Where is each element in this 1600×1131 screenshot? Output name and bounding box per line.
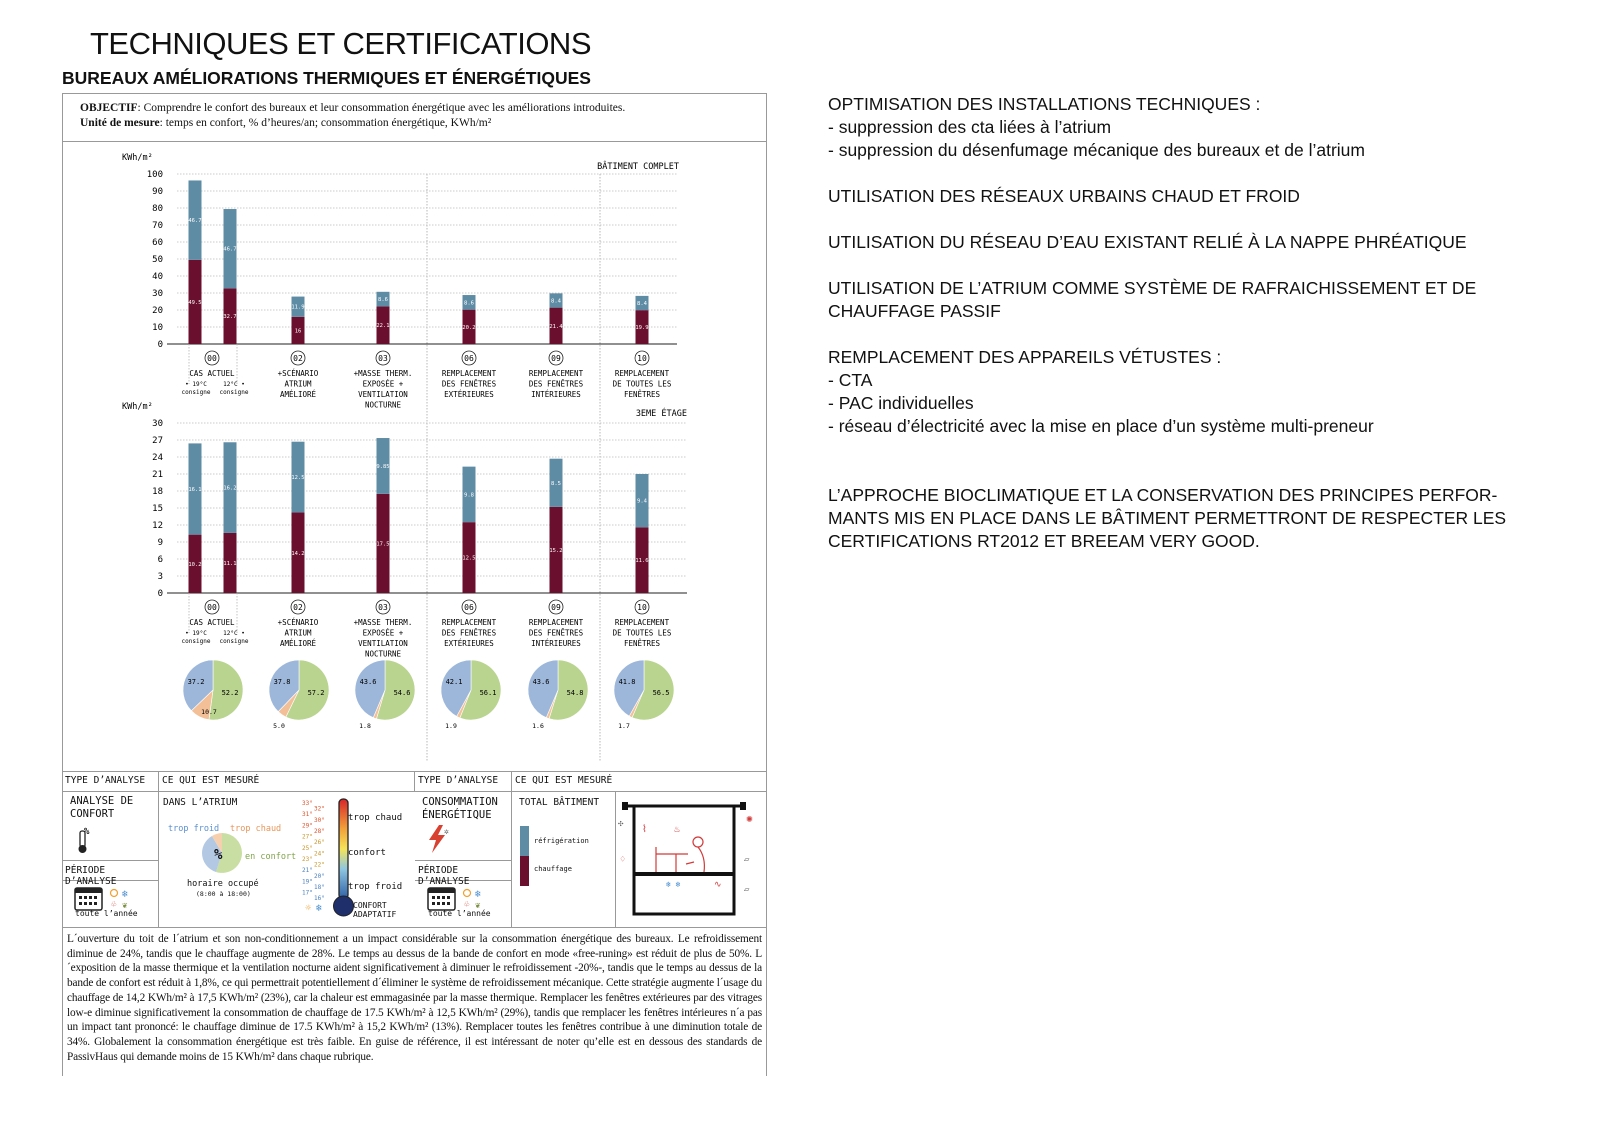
- scenario-label: DES FENÊTRES: [441, 628, 497, 638]
- scenario-label: CAS ACTUEL: [189, 618, 235, 627]
- scenario-label: DES FENÊTRES: [528, 628, 584, 638]
- y-tick-label: 21: [152, 470, 163, 480]
- scenario-label: VENTILATION: [358, 639, 408, 648]
- scenario-label: ATRIUM: [284, 628, 312, 638]
- right-text-line: OPTIMISATION DES INSTALLATIONS TECHNIQUES :: [828, 94, 1261, 114]
- scenario-label: REMPLACEMENT: [614, 618, 670, 627]
- analysis-paragraph: L´ouverture du toit de l´atrium et son non-conditionnement a un impact considérable sur la consommation énergétique des bureaux. Le refroidissement diminue de 24%, tandis que le chauffage augmente de 28%. Le temps au dessus de la bande de confort en mode «free-runing» est réduit de plus de 50%. L´exposition de la masse thermique et la ventilation nocturne aident significativement à diminuer le refroidissement -20%-, tandis que le temps au dessus de la bande de confort est réduit à 1,8%, ce qui permettrait potentiellement d´éliminer le système de refroidissement mécanique. Cette stratégie augmente l´usage du chauffage de 14,2 KWh/m² à 17,5 KWh/m² (23%), car la chaleur est emmagasinée par la masse thermique. Remplacer les fenêtres extérieures par des vitrages low-e diminue significativement la consommation de chauffage de 17.5 KWh/m² à 12,5 KWh/m² (29%), tandis que remplacer les fenêtres intérieures n´a pas un impact tant prononcé: le chauffage diminue de 17.5 KWh/m² à 15,2 KWh/m² (13%). Remplacer toutes les fenêtres contribue à une diminution totale de 34%. Globalement la consommation énergétique est très faible. En guise de référence, il est intéressant de noter qu’elle est en dessous des standards de PassivHaus qui demande moins de 15 KWh/m² dans chaque rubrique.: [67, 933, 762, 1063]
- trop-froid-label: trop froid: [168, 824, 220, 834]
- pie-label-confort: 54.8: [566, 689, 584, 697]
- right-text-line: [828, 461, 1506, 484]
- scenario-label: REMPLACEMENT: [441, 369, 497, 378]
- right-text-line: [828, 254, 1506, 277]
- temp-tick: 21°: [302, 867, 313, 875]
- thermo-froid-label: trop froid: [348, 882, 403, 892]
- bar-label-chauffage: 15.2: [549, 547, 563, 554]
- right-text-line: - CTA: [828, 370, 873, 390]
- horaire-sub-label: (8:00 à 18:00): [196, 890, 251, 898]
- right-text-line: CHAUFFAGE PASSIF: [828, 301, 1001, 321]
- y-tick-label: 24: [152, 453, 163, 463]
- scenario-label: INTÉRIEURES: [531, 639, 581, 648]
- right-text-line: [828, 323, 1506, 346]
- right-text-line: UTILISATION DES RÉSEAUX URBAINS CHAUD ET FROID: [828, 186, 1300, 206]
- scenario-label: EXPOSÉE +: [362, 379, 404, 389]
- calendar-icon: [62, 881, 159, 928]
- svg-text:❄: ❄: [475, 889, 482, 900]
- consigne-label: consigne: [181, 389, 211, 396]
- consigne-temp: 12°C •: [223, 630, 245, 637]
- bar-label-chauffage: 21.4: [549, 323, 563, 330]
- right-text-line: UTILISATION DU RÉSEAU D’EAU EXISTANT RELIÉ À LA NAPPE PHRÉATIQUE: [828, 232, 1467, 252]
- scenario-label: INTÉRIEURES: [531, 390, 581, 399]
- svg-text:⌇: ⌇: [642, 824, 647, 835]
- svg-text:♢: ♢: [620, 855, 626, 865]
- refrigeration-swatch: [520, 826, 529, 856]
- pie-label-froid: 42.1: [445, 678, 463, 686]
- periode-label-2: PÉRIODE D’ANALYSE: [415, 860, 512, 881]
- pie-label-chaud: 1.7: [618, 722, 630, 730]
- bar-label-refrigeration: 8.4: [637, 301, 647, 308]
- y-tick-label: 10: [152, 323, 163, 333]
- legend-type-header: TYPE D’ANALYSE: [62, 771, 159, 792]
- right-text-line: REMPLACEMENT DES APPAREILS VÉTUSTES :: [828, 347, 1222, 367]
- scenario-label: EXTÉRIEURES: [444, 639, 494, 648]
- legend-pie: [200, 831, 244, 875]
- right-text-line: [828, 208, 1506, 231]
- pie-label-froid: 37.2: [187, 678, 205, 686]
- bar-label-chauffage: 32.7: [223, 314, 237, 321]
- right-text-line: UTILISATION DE L’ATRIUM COMME SYSTÈME DE RAFRAICHISSEMENT ET DE: [828, 278, 1477, 298]
- thermo-confort-label: confort: [348, 848, 386, 858]
- thermo-tube: [339, 799, 348, 899]
- bar-label-chauffage: 11.6: [635, 558, 649, 565]
- pie-label-confort: 52.2: [221, 689, 239, 697]
- pie-label-confort: 54.6: [393, 689, 411, 697]
- snowflake-icon: ❄: [316, 903, 323, 914]
- consigne-label: consigne: [219, 389, 249, 396]
- svg-text:❄ ❄: ❄ ❄: [666, 880, 681, 889]
- toute-annee-label: toute l’année: [75, 909, 138, 918]
- y-tick-label: 100: [146, 170, 163, 180]
- total-batiment-label: TOTAL BÂTIMENT: [519, 797, 600, 808]
- y-tick-label: 12: [152, 521, 163, 531]
- y-tick-label: 18: [152, 487, 163, 497]
- chauffage-swatch: [520, 856, 529, 886]
- periode-label: PÉRIODE D’ANALYSE: [62, 860, 159, 881]
- periode-cell-2: [415, 881, 512, 928]
- bar-label-chauffage: 10.2: [188, 561, 202, 568]
- scenario-label: EXPOSÉE +: [362, 628, 404, 638]
- bar-label-chauffage: 22.1: [376, 323, 390, 330]
- scenario-label: +SCÉNARIO: [277, 369, 319, 378]
- pie-label-chaud: 1.6: [532, 722, 544, 730]
- bar-label-chauffage: 14.2: [291, 550, 305, 557]
- y-tick-label: 90: [152, 187, 163, 197]
- pie-label-confort: 56.5: [652, 689, 670, 697]
- charts-svg: [62, 142, 767, 772]
- y-tick-label: 80: [152, 204, 163, 214]
- pie-label-chaud: 1.9: [445, 722, 457, 730]
- svg-text:✺: ✺: [746, 812, 753, 825]
- pie-label-chaud: 1.8: [359, 722, 371, 730]
- y-axis-label: KWh/m²: [122, 153, 153, 163]
- page-subtitle: BUREAUX AMÉLIORATIONS THERMIQUES ET ÉNERGÉTIQUES: [62, 68, 591, 88]
- y-tick-label: 27: [152, 436, 163, 446]
- scenario-label: FENÊTRES: [623, 639, 661, 648]
- scenario-label: DE TOUTES LES: [612, 379, 672, 389]
- svg-text:♧: ♧: [464, 900, 470, 910]
- objective-block: [80, 101, 625, 131]
- temp-tick: 19°: [302, 878, 313, 886]
- svg-text:▱: ▱: [744, 855, 750, 865]
- bar-label-refrigeration: 9.85: [376, 463, 390, 470]
- temp-tick: 27°: [302, 833, 313, 841]
- thermo-bulb: [334, 896, 354, 916]
- objective-label: OBJECTIF: [80, 102, 138, 114]
- scenario-label: REMPLACEMENT: [528, 369, 584, 378]
- scenario-label: DES FENÊTRES: [528, 379, 584, 389]
- pie-label-confort: 57.2: [307, 689, 325, 697]
- bar-label-refrigeration: 46.7: [188, 218, 202, 225]
- bar-label-refrigeration: 16.2: [223, 485, 237, 492]
- svg-text:%: %: [214, 847, 223, 863]
- y-tick-label: 50: [152, 255, 163, 265]
- scenario-label: VENTILATION: [358, 390, 408, 399]
- chart-title: 3EME ÉTAGE: [635, 409, 687, 419]
- bar-label-chauffage: 19.9: [635, 325, 649, 332]
- svg-text:♨: ♨: [674, 824, 681, 835]
- unit-text: : temps en confort, % d’heures/an; consommation énergétique, KWh/m²: [159, 117, 492, 129]
- temp-tick: 16°: [314, 895, 325, 903]
- temp-tick: 29°: [302, 822, 313, 830]
- y-tick-label: 30: [152, 289, 163, 299]
- svg-text:❦: ❦: [475, 901, 481, 911]
- scenario-number: 10: [637, 354, 647, 363]
- right-text-line: MANTS MIS EN PLACE DANS LE BÂTIMENT PERMETTRONT DE RESPECTER LES: [828, 508, 1507, 528]
- svg-text:✣: ✣: [618, 819, 624, 829]
- temp-tick: 18°: [314, 884, 325, 891]
- scenario-label: +MASSE THERM.: [353, 618, 413, 627]
- dans-atrium-label: DANS L’ATRIUM: [163, 797, 238, 808]
- scenario-label: REMPLACEMENT: [441, 618, 497, 627]
- svg-text:✲: ✲: [444, 827, 449, 836]
- right-text-line: CERTIFICATIONS RT2012 ET BREEAM VERY GOOD.: [828, 531, 1260, 551]
- y-tick-label: 15: [152, 504, 163, 514]
- scenario-label: REMPLACEMENT: [528, 618, 584, 627]
- legend-table: [62, 771, 767, 928]
- y-tick-label: 20: [152, 306, 163, 316]
- bar-label-chauffage: 49.5: [188, 299, 202, 306]
- y-tick-label: 70: [152, 221, 163, 231]
- bar-label-refrigeration: 9.8: [464, 492, 474, 499]
- bar-label-chauffage: 16: [294, 328, 302, 335]
- toute-annee-label-2: toute l’année: [428, 909, 491, 918]
- calendar-icon-2: [415, 881, 512, 928]
- pie-label-confort: 56.1: [479, 689, 497, 697]
- scenario-label: AMÉLIORÉ: [279, 639, 317, 648]
- legend-type-header-2: TYPE D’ANALYSE: [415, 771, 512, 792]
- temp-tick: 25°: [302, 844, 313, 852]
- chart-title: BÂTIMENT COMPLET: [597, 162, 679, 172]
- consigne-label: consigne: [219, 638, 249, 645]
- bar-label-refrigeration: 8.5: [551, 480, 561, 487]
- bar-label-refrigeration: 12.5: [291, 475, 305, 482]
- consigne-temp: • 19°C: [185, 630, 207, 637]
- y-tick-label: 3: [157, 572, 163, 582]
- temp-tick: 32°: [314, 805, 325, 813]
- consommation-label: CONSOMMATION ÉNERGÉTIQUE: [415, 792, 512, 860]
- right-text-line: - réseau d’électricité avec la mise en place d’un système multi-preneur: [828, 416, 1374, 436]
- pie-label-froid: 37.8: [273, 678, 291, 686]
- temp-tick: 31°: [302, 811, 313, 819]
- bar-label-refrigeration: 8.6: [464, 300, 474, 307]
- scenario-number: 02: [293, 603, 303, 612]
- scenario-label: EXTÉRIEURES: [444, 390, 494, 399]
- scenario-label: +MASSE THERM.: [353, 369, 413, 378]
- temp-tick: 30°: [314, 816, 325, 824]
- unit-label: Unité de mesure: [80, 117, 160, 129]
- en-confort-label: en confort: [245, 852, 297, 862]
- sun-icon: ☼: [305, 903, 312, 914]
- scenario-number: 03: [378, 603, 388, 612]
- scenario-label: AMÉLIORÉ: [279, 390, 317, 399]
- scenario-number: 02: [293, 354, 303, 363]
- consigne-temp: 12°C •: [223, 381, 245, 388]
- pie-label-chaud: 5.0: [273, 722, 285, 730]
- lightning-icon: [425, 824, 455, 854]
- analyse-confort-label: ANALYSE DE CONFORT: [62, 792, 159, 860]
- objective-text: : Comprendre le confort des bureaux et leur consommation énergétique avec les améliorations introduites.: [137, 102, 626, 114]
- pie-label-froid: 41.8: [618, 678, 636, 686]
- scenario-label: DES FENÊTRES: [441, 379, 497, 389]
- y-tick-label: 9: [157, 538, 163, 548]
- scenario-label: NOCTURNE: [364, 649, 402, 659]
- right-text-block: [828, 93, 1506, 553]
- svg-text:♧: ♧: [111, 900, 117, 910]
- right-text-line: [828, 438, 1506, 461]
- bar-label-refrigeration: 46.7: [223, 246, 237, 253]
- consigne-label: consigne: [181, 638, 211, 645]
- consigne-temp: • 19°C: [185, 381, 207, 388]
- scenario-label: CAS ACTUEL: [189, 369, 235, 378]
- horaire-label: horaire occupé: [187, 879, 259, 889]
- svg-text:❄: ❄: [122, 889, 129, 900]
- scenario-label: NOCTURNE: [364, 400, 402, 410]
- bar-label-chauffage: 20.2: [462, 324, 476, 331]
- scenario-number: 06: [464, 354, 474, 363]
- thermo-adapt-label: CONFORT ADAPTATIF: [353, 901, 397, 919]
- pie-label-froid: 43.6: [359, 678, 377, 686]
- periode-cell: [62, 881, 159, 928]
- scenario-label: REMPLACEMENT: [614, 369, 670, 378]
- scenario-label: +SCÉNARIO: [277, 618, 319, 627]
- right-text-line: L’APPROCHE BIOCLIMATIQUE ET LA CONSERVATION DES PRINCIPES PERFOR-: [828, 485, 1498, 505]
- scenario-number: 06: [464, 603, 474, 612]
- right-text-line: - suppression des cta liées à l’atrium: [828, 117, 1112, 137]
- temp-tick: 22°: [314, 861, 325, 869]
- bar-label-chauffage: 11.1: [223, 560, 237, 567]
- scenario-number: 10: [637, 603, 647, 612]
- thermo-chaud-label: trop chaud: [348, 813, 403, 823]
- scenario-label: ATRIUM: [284, 379, 312, 389]
- temp-tick: 23°: [302, 856, 313, 863]
- y-tick-label: 6: [157, 555, 163, 565]
- y-tick-label: 30: [152, 419, 163, 429]
- page-title: TECHNIQUES ET CERTIFICATIONS: [90, 26, 591, 61]
- section-illustration: [615, 792, 767, 928]
- scenario-number: 03: [378, 354, 388, 363]
- percent-mark: %: [84, 827, 90, 837]
- bar-label-refrigeration: 9.4: [637, 498, 647, 505]
- bar-label-refrigeration: 11.9: [291, 304, 305, 311]
- pie-label-froid: 43.6: [532, 678, 550, 686]
- bar-label-refrigeration: 8.4: [551, 298, 561, 305]
- right-text-line: [828, 162, 1506, 185]
- right-text-line: - PAC individuelles: [828, 393, 974, 413]
- temp-tick: 24°: [314, 850, 325, 858]
- bar-label-refrigeration: 16.1: [188, 487, 202, 494]
- bar-label-chauffage: 17.5: [376, 541, 390, 548]
- temp-tick: 33°: [302, 800, 313, 807]
- pie-label-chaud: 10.7: [201, 708, 217, 716]
- bar-label-refrigeration: 8.6: [378, 297, 388, 304]
- y-tick-label: 0: [157, 340, 163, 350]
- temp-tick: 26°: [314, 839, 325, 847]
- svg-text:∿: ∿: [714, 880, 722, 890]
- trop-chaud-label: trop chaud: [230, 824, 282, 834]
- y-tick-label: 40: [152, 272, 163, 282]
- y-tick-label: 0: [157, 589, 163, 599]
- refrigeration-label: réfrigération: [534, 837, 589, 845]
- legend-measured-header: CE QUI EST MESURÉ: [159, 771, 415, 792]
- svg-text:▱: ▱: [744, 885, 750, 895]
- legend-measured-header-2: CE QUI EST MESURÉ: [512, 771, 767, 792]
- y-axis-label: KWh/m²: [122, 402, 153, 412]
- scenario-number: 09: [551, 354, 561, 363]
- temp-tick: 17°: [302, 889, 313, 897]
- chauffage-label: chauffage: [534, 865, 572, 873]
- svg-text:❦: ❦: [122, 901, 128, 911]
- scenario-label: DE TOUTES LES: [612, 628, 672, 638]
- temp-tick: 28°: [314, 828, 325, 835]
- temp-tick: 20°: [314, 872, 325, 880]
- y-tick-label: 60: [152, 238, 163, 248]
- scenario-number: 00: [207, 354, 217, 363]
- bar-label-chauffage: 12.5: [462, 555, 476, 562]
- scenario-label: FENÊTRES: [623, 390, 661, 399]
- scenario-number: 00: [207, 603, 217, 612]
- right-text-line: - suppression du désenfumage mécanique des bureaux et de l’atrium: [828, 140, 1365, 160]
- scenario-number: 09: [551, 603, 561, 612]
